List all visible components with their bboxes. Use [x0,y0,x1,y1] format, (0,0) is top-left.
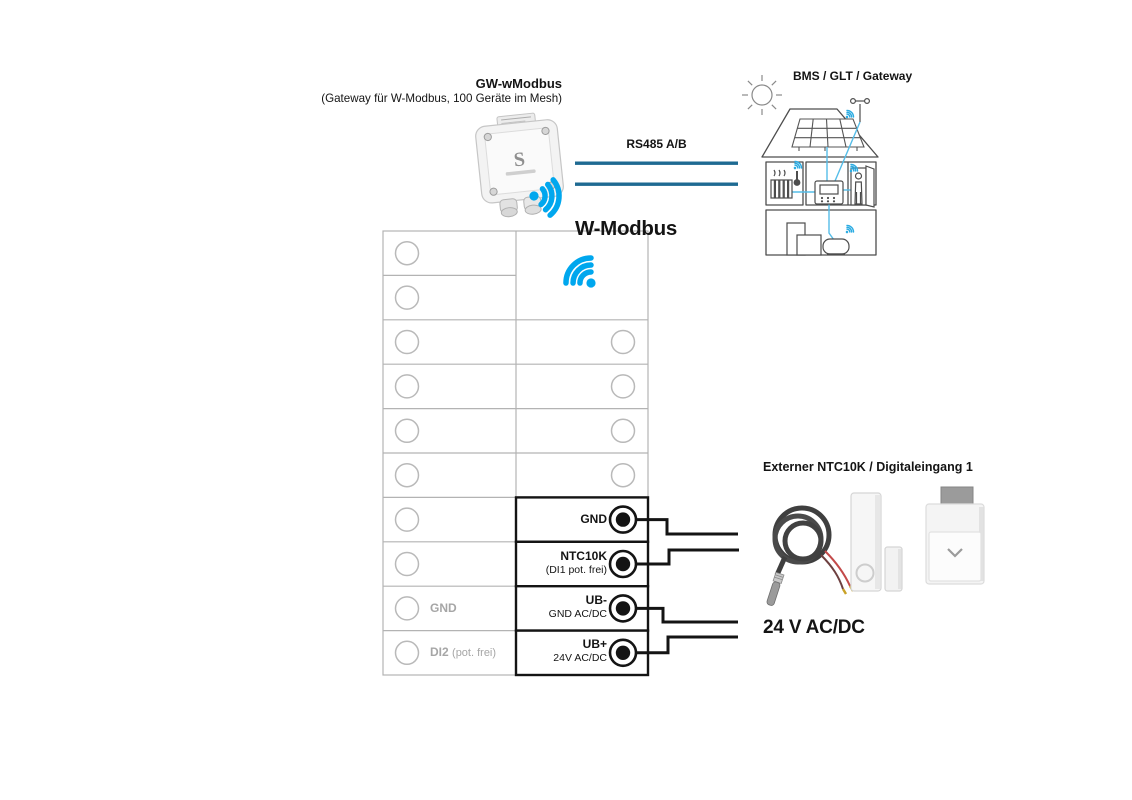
gateway-heading [300,76,562,106]
terminal-wires [634,520,739,653]
terminal-name: NTC10K [560,549,607,563]
left-terminal-label-gnd [430,601,457,615]
terminal-name: GND [430,601,457,615]
terminal-label-ntc10k [489,550,607,577]
terminal-name: DI2 [430,645,449,659]
person-at-door-icon [851,166,874,207]
building-illustration [735,68,935,268]
device-wifi-icon [518,170,582,230]
terminal-subtext: (pot. frei) [452,647,497,659]
device-logo: S [512,148,527,172]
terminal-subtext: GND AC/DC [548,607,607,620]
terminal-label-ub-minus [489,594,607,621]
ntc-cable-sensor [766,508,853,606]
solar-panel [792,119,864,151]
left-terminal-label-di2 [430,645,496,659]
gateway-title: GW-wModbus [475,76,562,91]
terminal-name: UB- [585,593,607,607]
sun-icon [742,75,782,115]
terminal-label-ub-plus [489,638,607,665]
external-devices-heading: Externer NTC10K / Digitaleingang 1 [763,460,973,474]
thermostat-icon [815,181,843,204]
door-contact-sensor [851,493,902,591]
terminal-name: UB+ [582,637,607,651]
key-card-holder [926,487,984,584]
bms-label: BMS / GLT / Gateway [793,69,913,83]
wmodbus-label: W-Modbus [575,217,677,240]
gateway-subtitle: (Gateway für W-Modbus, 100 Geräte im Mesh) [321,92,562,105]
terminal-subtext: (DI1 pot. frei) [545,563,607,576]
rs485-bus-lines [575,162,738,186]
rs485-label: RS485 A/B [626,137,687,151]
external-sensors-image [755,485,995,610]
weather-mast [851,99,870,122]
wmodbus-wifi-icon [548,244,600,292]
power-label: 24 V AC/DC [763,617,865,638]
terminal-label-gnd [489,513,607,527]
terminal-name: GND [580,512,607,526]
terminal-subtext: 24V AC/DC [553,651,607,664]
